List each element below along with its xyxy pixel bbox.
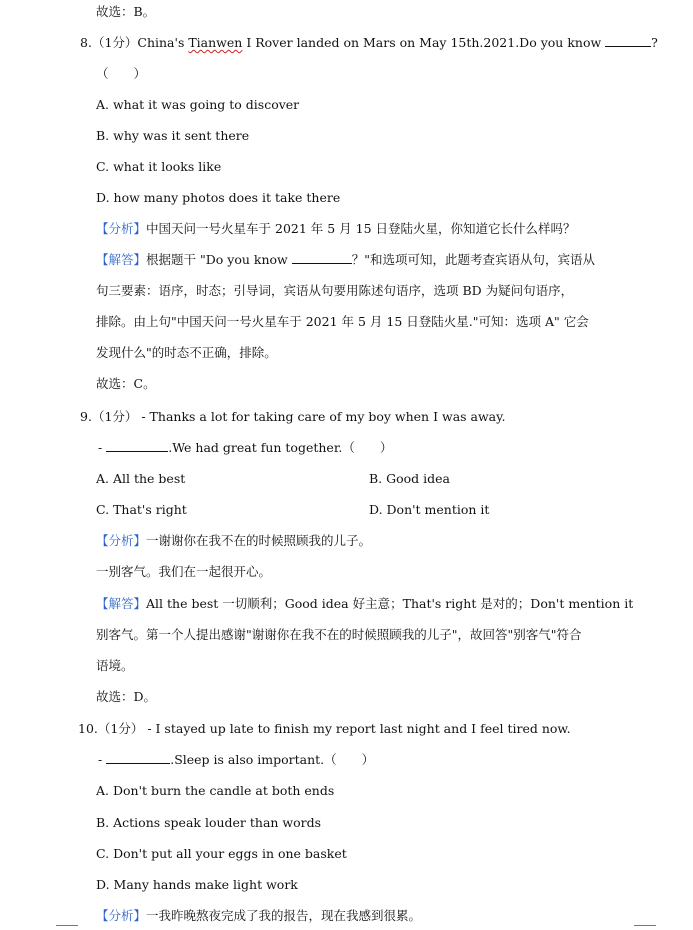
- q9-line-2-rest: .We had great fun together.（ ）: [168, 440, 393, 455]
- q10-option-d: D. Many hands make light work: [96, 877, 298, 892]
- q9-solution-line-1: [96, 595, 633, 613]
- q9-option-c: C. That's right: [96, 502, 187, 517]
- q9-dash: -: [98, 440, 103, 455]
- q9-option-b: B. Good idea: [369, 471, 450, 486]
- q8-analysis: [96, 220, 576, 238]
- q8-solution-blank: [292, 251, 352, 264]
- q9-answer: 故选：D。: [96, 689, 157, 704]
- q8-solution-1a: 根据题干 "Do you know: [146, 252, 292, 267]
- q8-solution-1b: ？"和选项可知，此题考查宾语从句，宾语从: [351, 252, 595, 267]
- q8-number: 8.: [80, 35, 92, 50]
- q10-analysis-tag: 【分析】: [96, 908, 147, 923]
- q9-blank: [106, 439, 168, 452]
- q10-option-c: C. Don't put all your eggs in one basket: [96, 846, 347, 861]
- q9-stem-text: - Thanks a lot for taking care of my boy when I was away.: [137, 409, 506, 424]
- q10-option-b: B. Actions speak louder than words: [96, 815, 322, 830]
- q10-analysis-line-1: [96, 907, 421, 925]
- q10-analysis-text: 一我昨晚熬夜完成了我的报告，现在我感到很累。: [146, 908, 422, 923]
- q8-solution-tag: 【解答】: [96, 252, 147, 267]
- q9-solution-line-3: 语境。: [96, 658, 134, 673]
- q8-answer: 故选：C。: [96, 376, 156, 391]
- q8-analysis-text: 中国天问一号火星车于 2021 年 5 月 15 日登陆火星，你知道它长什么样吗？: [146, 221, 576, 236]
- q8-score: （1分）: [91, 35, 138, 50]
- q9-analysis-text-1: 一谢谢你在我不在的时候照顾我的儿子。: [146, 533, 372, 548]
- q8-solution-line-1: [96, 251, 595, 269]
- q10-line-2-rest: .Sleep is also important.（ ）: [170, 752, 375, 767]
- q9-analysis-line-1: [96, 532, 371, 550]
- q8-blank: [605, 34, 651, 47]
- q8-option-d: D. how many photos does it take there: [96, 190, 341, 205]
- q9-solution-text-1: All the best 一切顺利；Good idea 好主意；That's right 是对的；Don't mention it: [146, 596, 634, 611]
- q8-solution-line-3: 排除。由上句"中国天问一号火星车于 2021 年 5 月 15 日登陆火星."可知：选项 A" 它会: [96, 314, 589, 329]
- page-corner-mark-right: [634, 925, 656, 926]
- q10-option-a: A. Don't burn the candle at both ends: [96, 783, 335, 798]
- q9-option-a: A. All the best: [96, 471, 186, 486]
- q10-number: 10.: [78, 721, 98, 736]
- q10-line-2: [98, 751, 374, 769]
- page-corner-mark-left: [56, 925, 78, 926]
- q8-option-a: A. what it was going to discover: [96, 97, 300, 112]
- q8-option-b: B. why was it sent there: [96, 128, 250, 143]
- q8-stem-a: China's: [137, 35, 189, 50]
- q8-stem-spellcheck-word: Tianwen: [188, 35, 243, 50]
- q10-blank: [106, 751, 170, 764]
- q7-answer: 故选：B。: [96, 4, 156, 19]
- q8-stem-end: ?: [651, 35, 658, 50]
- q10-stem: [78, 720, 571, 738]
- q10-score: （1分）: [97, 721, 144, 736]
- q9-analysis-line-2: 一别客气。我们在一起很开心。: [96, 564, 272, 579]
- q8-stem-b: I Rover landed on Mars on May 15th.2021.Do you know: [242, 35, 606, 50]
- q8-stem: [80, 34, 658, 52]
- q10-dash: -: [98, 752, 103, 767]
- q8-option-c: C. what it looks like: [96, 159, 222, 174]
- q8-analysis-tag: 【分析】: [96, 221, 147, 236]
- q9-solution-line-2: 别客气。第一个人提出感谢"谢谢你在我不在的时候照顾我的儿子"，故回答"别客气"符合: [96, 627, 582, 642]
- q9-stem: [80, 408, 506, 426]
- q8-solution-line-2: 句三要素：语序，时态；引导词，宾语从句要用陈述句语序，选项 BD 为疑问句语序，: [96, 283, 574, 298]
- q9-analysis-tag: 【分析】: [96, 533, 147, 548]
- q9-number: 9.: [80, 409, 92, 424]
- q8-solution-line-4: 发现什么"的时态不正确，排除。: [96, 345, 277, 360]
- q9-score: （1分）: [91, 409, 138, 424]
- q9-option-d: D. Don't mention it: [369, 502, 490, 517]
- q9-line-2: [98, 439, 392, 457]
- q8-paren: （ ）: [96, 66, 147, 81]
- q9-solution-tag: 【解答】: [96, 596, 147, 611]
- q10-stem-text: - I stayed up late to finish my report last night and I feel tired now.: [143, 721, 571, 736]
